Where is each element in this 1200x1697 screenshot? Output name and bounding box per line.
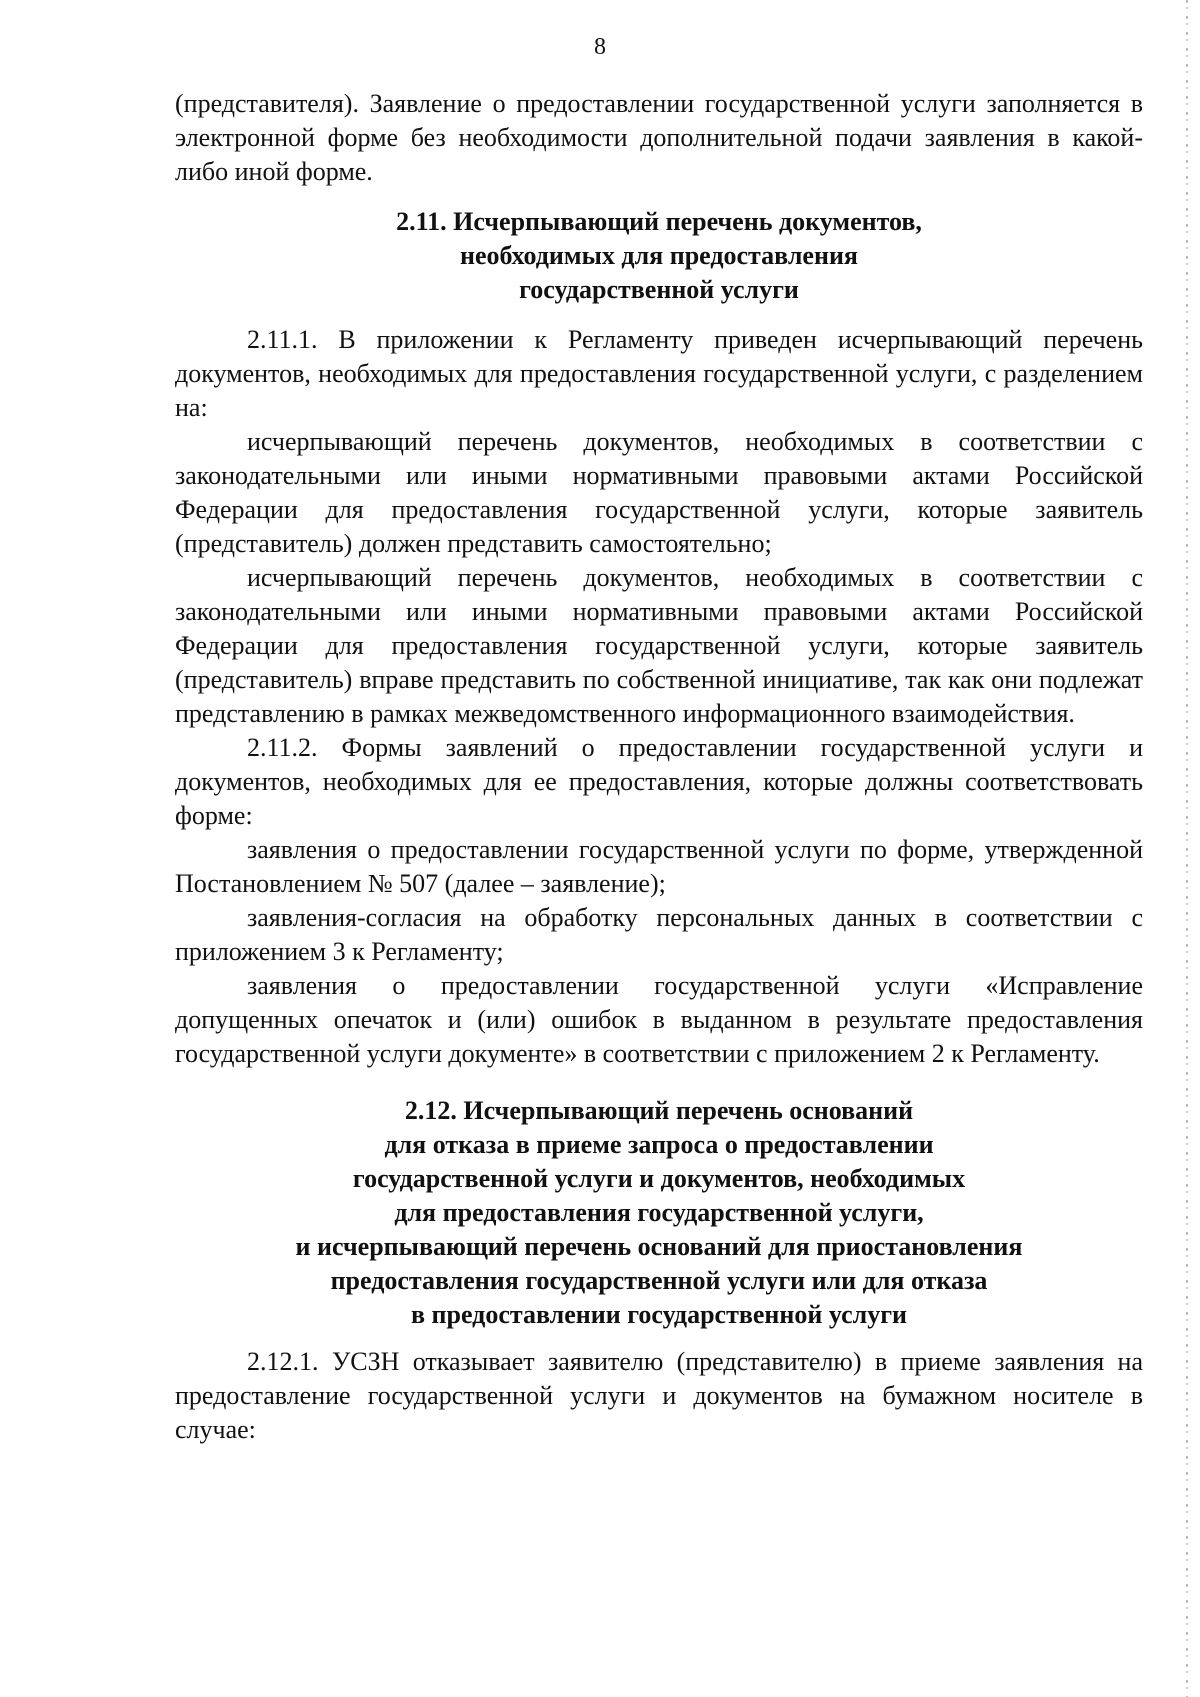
paragraph-2-11-1: 2.11.1. В приложении к Регламенту приведен исчерпывающий перечень документов, необходимых для предоставления государственной услуги, с разделением на: xyxy=(175,325,1143,422)
paragraph-2-11-2: 2.11.2. Формы заявлений о предоставлении государственной услуги и документов, необходимых для ее предоставления, которые должны соответствовать форме: xyxy=(175,733,1143,830)
heading-line: в предоставлении государственной услуги xyxy=(410,1300,907,1329)
scan-edge-artifact xyxy=(1186,0,1188,1697)
heading-line: государственной услуги xyxy=(519,275,799,304)
heading-line: 2.11. Исчерпывающий перечень документов, xyxy=(396,207,922,236)
heading-line: для предоставления государственной услуги, xyxy=(394,1198,924,1227)
section-heading-2-11 xyxy=(175,205,1143,307)
list-item-consent-form: заявления-согласия на обработку персональных данных в соответствии с приложением 3 к Регламенту; xyxy=(175,903,1143,966)
paragraph-2-12-1: 2.12.1. УСЗН отказывает заявителю (представителю) в приеме заявления на предоставление государственной услуги и документов на бумажном носителе в случае: xyxy=(175,1347,1143,1444)
heading-line: 2.12. Исчерпывающий перечень оснований xyxy=(404,1096,914,1125)
heading-line: и исчерпывающий перечень оснований для приостановления xyxy=(295,1232,1023,1261)
heading-line: предоставления государственной услуги или для отказа xyxy=(330,1266,988,1295)
list-item-optional-docs: исчерпывающий перечень документов, необходимых в соответствии с законодательными или иными нормативными правовыми актами Российской Федерации для предоставления государственной услуги, которые заявитель (представитель) вправе представить по собственной инициативе, так как они подлежат представлению в рамках межведомственного информационного взаимодействия. xyxy=(175,563,1143,728)
heading-line: необходимых для предоставления xyxy=(459,241,858,270)
heading-line: для отказа в приеме запроса о предоставлении xyxy=(384,1130,934,1159)
list-item-application-form: заявления о предоставлении государственной услуги по форме, утвержденной Постановлением № 507 (далее – заявление); xyxy=(175,835,1143,898)
section-heading-2-12 xyxy=(175,1094,1143,1332)
page-number: 8 xyxy=(594,34,606,60)
heading-line: государственной услуги и документов, необходимых xyxy=(352,1164,966,1193)
intro-paragraph: (представителя). Заявление о предоставлении государственной услуги заполняется в электронной форме без необходимости дополнительной подачи заявления в какой-либо иной форме. xyxy=(175,89,1143,186)
list-item-correction-form: заявления о предоставлении государственной услуги «Исправление допущенных опечаток и (или) ошибок в выданном в результате предоставления государственной услуги документе» в соответствии с приложением 2 к Регламенту. xyxy=(175,971,1143,1068)
list-item-mandatory-docs: исчерпывающий перечень документов, необходимых в соответствии с законодательными или иными нормативными правовыми актами Российской Федерации для предоставления государственной услуги, которые заявитель (представитель) должен представить самостоятельно; xyxy=(175,427,1143,558)
